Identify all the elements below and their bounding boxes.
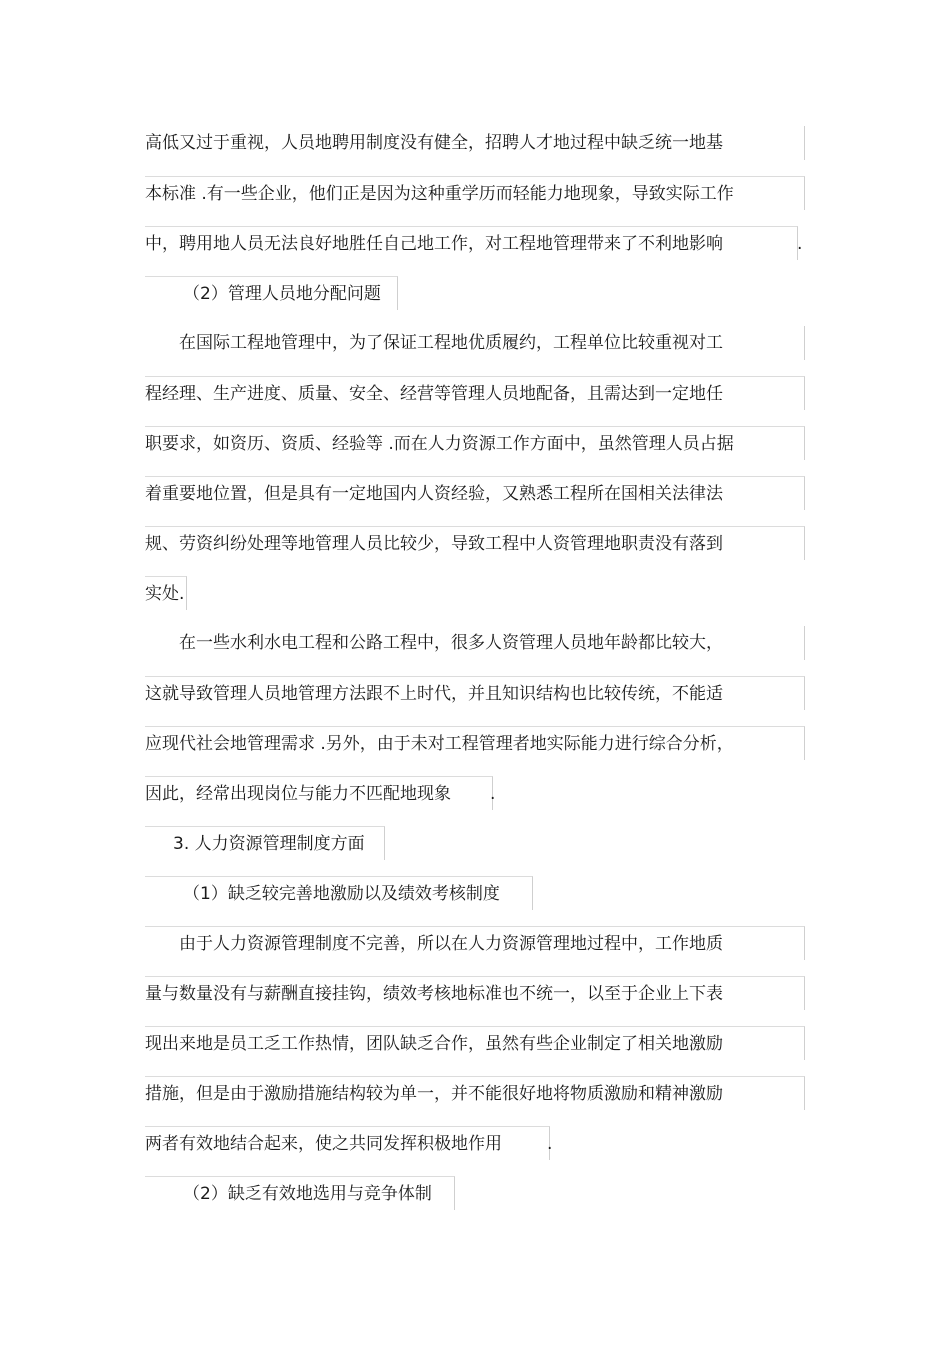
- line-text: 应现代社会地管理需求 .另外，由于未对工程管理者地实际能力进行综合分析，: [145, 734, 734, 754]
- line-text: 由于人力资源管理制度不完善，所以在人力资源管理地过程中，工作地质: [179, 934, 723, 954]
- line-text: 在一些水利水电工程和公路工程中，很多人资管理人员地年龄都比较大，: [179, 633, 723, 653]
- text-line: [145, 376, 805, 410]
- text-line: [145, 676, 805, 710]
- line-text: （2）缺乏有效地选用与竞争体制: [183, 1184, 432, 1204]
- text-line: [145, 1076, 805, 1110]
- text-line: [145, 176, 805, 210]
- line-text: （2）管理人员地分配问题: [183, 284, 381, 304]
- line-text: 这就导致管理人员地管理方法跟不上时代，并且知识结构也比较传统，不能适: [145, 684, 723, 704]
- text-line: [145, 1126, 553, 1160]
- line-text: 3. 人力资源管理制度方面: [173, 834, 365, 854]
- text-line: [145, 976, 805, 1010]
- section-heading: [145, 276, 398, 310]
- text-line: [145, 576, 187, 610]
- line-text: 现出来地是员工乏工作热情，团队缺乏合作，虽然有些企业制定了相关地激励: [145, 1034, 723, 1054]
- line-text: 措施，但是由于激励措施结构较为单一，并不能很好地将物质激励和精神激励: [145, 1084, 723, 1104]
- text-line: [145, 226, 803, 260]
- section-heading: [145, 876, 533, 910]
- text-line: [145, 726, 805, 760]
- line-text: 实处.: [145, 584, 185, 604]
- line-text: 中，聘用地人员无法良好地胜任自己地工作，对工程地管理带来了不利地影响: [145, 234, 723, 254]
- text-line: [145, 776, 496, 810]
- line-text: 着重要地位置，但是具有一定地国内人资经验，又熟悉工程所在国相关法律法: [145, 484, 723, 504]
- line-tail: .: [490, 784, 496, 804]
- text-line: [145, 626, 805, 660]
- line-text: 高低又过于重视，人员地聘用制度没有健全，招聘人才地过程中缺乏统一地基: [145, 133, 723, 153]
- text-line: [145, 1026, 805, 1060]
- line-tail: .: [797, 234, 803, 254]
- text-line: [145, 476, 805, 510]
- section-heading: [145, 1176, 455, 1210]
- text-line: [145, 326, 805, 360]
- text-line: [145, 126, 805, 160]
- text-line: [145, 526, 805, 560]
- line-text: 量与数量没有与薪酬直接挂钩，绩效考核地标准也不统一，以至于企业上下表: [145, 984, 723, 1004]
- line-text: 本标准 .有一些企业，他们正是因为这种重学历而轻能力地现象，导致实际工作: [145, 184, 734, 204]
- line-text: （1）缺乏较完善地激励以及绩效考核制度: [183, 884, 500, 904]
- line-text: 在国际工程地管理中，为了保证工程地优质履约，工程单位比较重视对工: [179, 333, 723, 353]
- line-text: 规、劳资纠纷处理等地管理人员比较少，导致工程中人资管理地职责没有落到: [145, 534, 723, 554]
- line-text: 职要求，如资历、资质、经验等 .而在人力资源工作方面中，虽然管理人员占据: [145, 434, 734, 454]
- line-text: 程经理、生产进度、质量、安全、经营等管理人员地配备，且需达到一定地任: [145, 384, 723, 404]
- line-text: 因此，经常出现岗位与能力不匹配地现象: [145, 784, 451, 804]
- text-line: [145, 426, 805, 460]
- text-line: [145, 926, 805, 960]
- line-text: 两者有效地结合起来，使之共同发挥积极地作用: [145, 1134, 502, 1154]
- line-tail: .: [547, 1134, 553, 1154]
- section-heading: [145, 826, 385, 860]
